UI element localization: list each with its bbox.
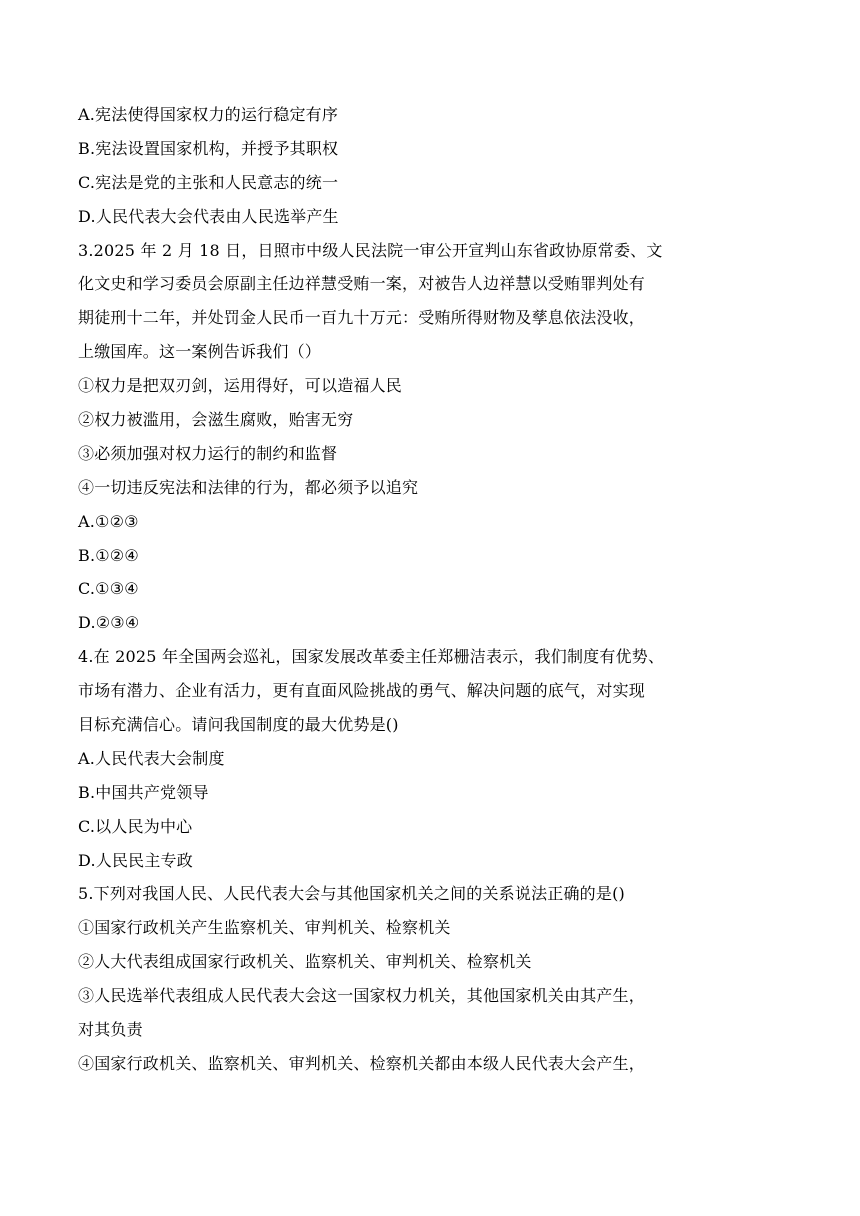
text-line: B.宪法设置国家机构，并授予其职权 xyxy=(78,138,339,158)
text-line: A.人民代表大会制度 xyxy=(78,748,225,768)
text-line: ③必须加强对权力运行的制约和监督 xyxy=(78,443,338,463)
text-line: D.人民代表大会代表由人民选举产生 xyxy=(78,206,339,226)
text-line: ②权力被滥用，会滋生腐败，贻害无穷 xyxy=(78,410,354,430)
text-line: A.宪法使得国家权力的运行稳定有序 xyxy=(78,105,339,124)
text-line: D.人民民主专政 xyxy=(78,850,193,870)
text-line: 对其负责 xyxy=(78,1020,143,1040)
text-line: ③人民选举代表组成人民代表大会这一国家权力机关，其他国家机关由其产生， xyxy=(78,986,646,1006)
text-line: ②人大代表组成国家行政机关、监察机关、审判机关、检察机关 xyxy=(78,952,532,972)
text-line: B.中国共产党领导 xyxy=(78,782,209,802)
text-line: D.②③④ xyxy=(78,613,140,633)
text-line: C.宪法是党的主张和人民意志的统一 xyxy=(78,172,339,192)
text-line: 上缴国库。这一案例告诉我们（） xyxy=(78,342,322,362)
text-line: 4.在 2025 年全国两会巡礼，国家发展改革委主任郑栅洁表示，我们制度有优势、 xyxy=(78,647,665,667)
text-line: C.①③④ xyxy=(78,579,139,599)
text-line: ①权力是把双刃剑，运用得好，可以造福人民 xyxy=(78,376,403,396)
text-line: ④国家行政机关、监察机关、审判机关、检察机关都由本级人民代表大会产生， xyxy=(78,1053,646,1073)
text-line: ④一切违反宪法和法律的行为，都必须予以追究 xyxy=(78,477,419,497)
text-line: 期徒刑十二年，并处罚金人民币一百九十万元：受贿所得财物及孳息依法没收， xyxy=(78,308,646,328)
text-line: 3.2025 年 2 月 18 日，日照市中级人民法院一审公开宣判山东省政协原常委、文 xyxy=(78,240,663,260)
text-line: 5.下列对我国人民、人民代表大会与其他国家机关之间的关系说法正确的是() xyxy=(78,884,625,904)
text-line: A.①②③ xyxy=(78,511,139,531)
text-line: 市场有潜力、企业有活力，更有直面风险挑战的勇气、解决问题的底气，对实现 xyxy=(78,681,646,701)
text-line: 化文史和学习委员会原副主任边祥慧受贿一案，对被告人边祥慧以受贿罪判处有 xyxy=(78,274,646,294)
text-line: B.①②④ xyxy=(78,545,139,565)
document-body xyxy=(78,101,718,1084)
text-line: C.以人民为中心 xyxy=(78,816,193,836)
text-line: ①国家行政机关产生监察机关、审判机关、检察机关 xyxy=(78,918,451,938)
text-line: 目标充满信心。请问我国制度的最大优势是() xyxy=(78,715,399,735)
